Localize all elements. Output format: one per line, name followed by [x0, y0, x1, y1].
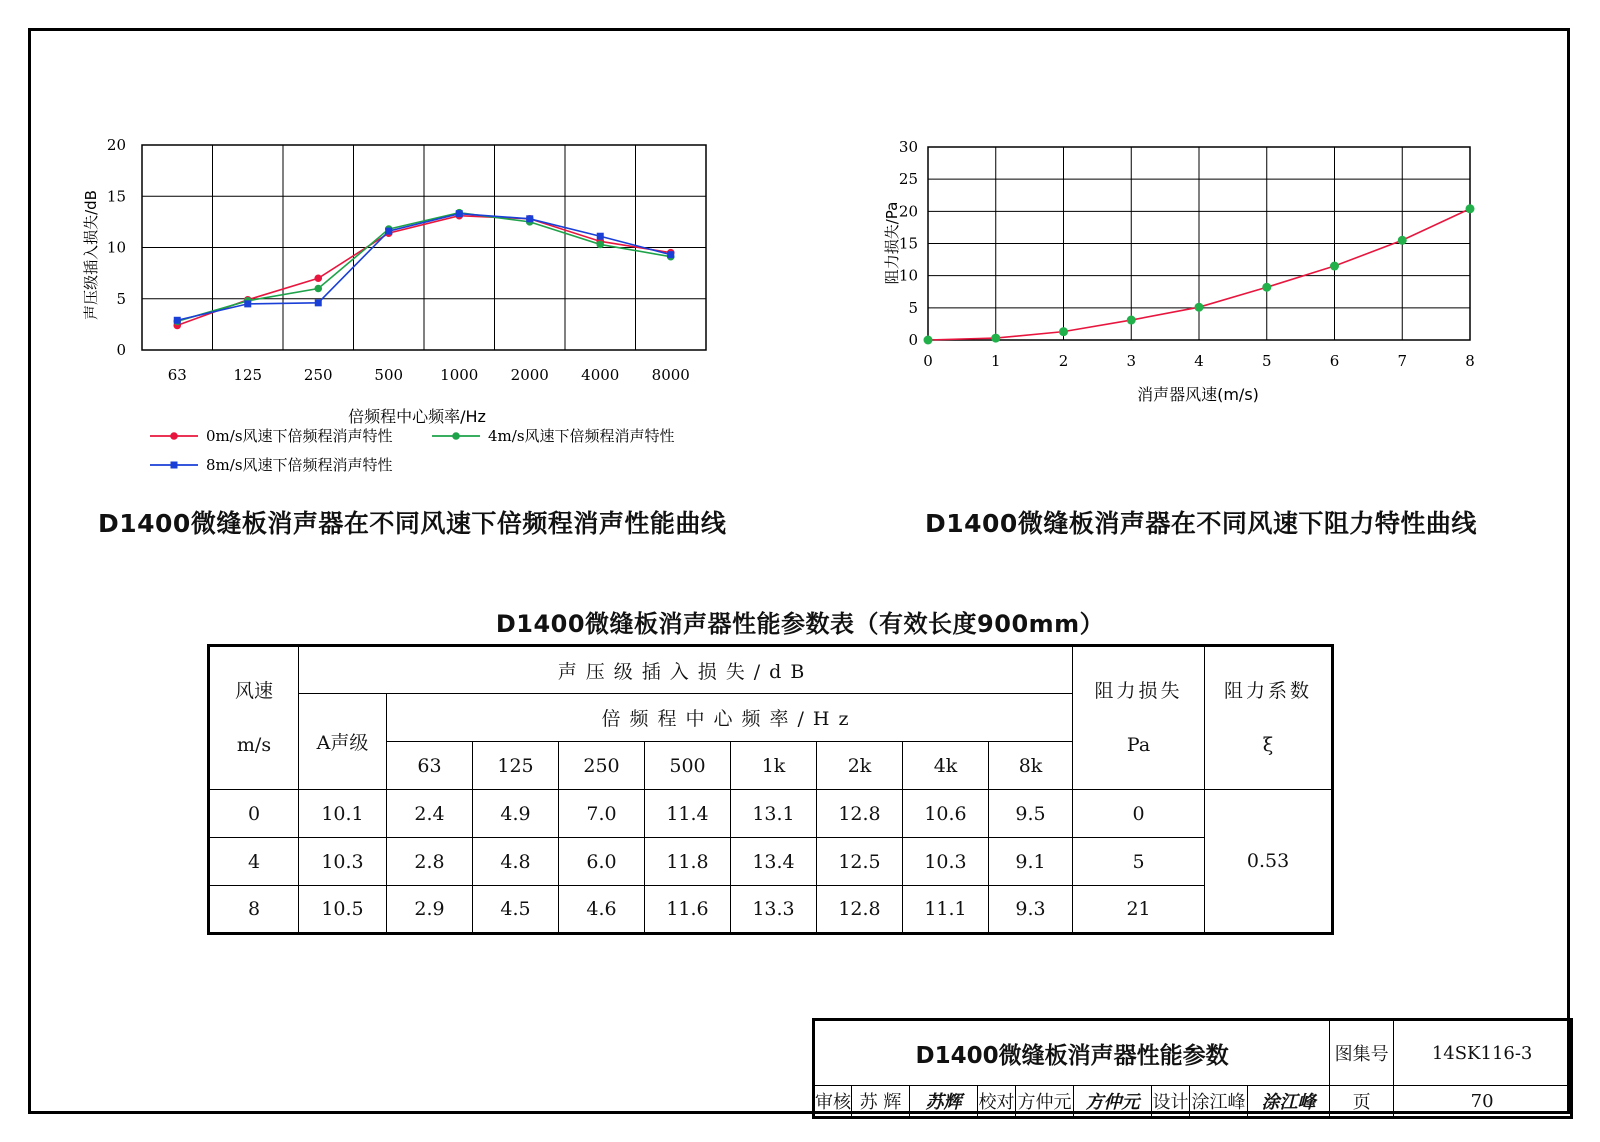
design-label: 设计	[1152, 1086, 1190, 1118]
cell-value: 12.8	[817, 886, 903, 934]
cell-value: 9.1	[989, 838, 1073, 886]
cell-value: 13.4	[731, 838, 817, 886]
drawing-title: D1400微缝板消声器性能参数	[814, 1020, 1330, 1086]
chart1-legend-label: 8m/s风速下倍频程消声特性	[206, 456, 393, 474]
cell-value: 4.6	[559, 886, 645, 934]
header-resistance	[1073, 646, 1205, 790]
chart1-xtick-label: 8000	[651, 366, 690, 384]
chart1-xtick-label: 250	[303, 366, 333, 384]
chart2-xtick-label: 1	[990, 352, 1001, 370]
chart2-point	[1262, 283, 1271, 292]
header-speed	[209, 646, 299, 790]
review-label: 审核	[814, 1086, 852, 1118]
freq-header: 8k	[989, 742, 1073, 790]
header-frequency: 倍频程中心频率/Hz	[387, 694, 1073, 742]
freq-header: 4k	[903, 742, 989, 790]
cell-value: 7.0	[559, 790, 645, 838]
chart1-point	[174, 317, 181, 324]
chart1-point	[597, 233, 604, 240]
table-row	[209, 790, 1333, 838]
resistance-chart	[880, 130, 1530, 420]
chart1-legend-label: 0m/s风速下倍频程消声特性	[206, 427, 393, 445]
chart2-ylabel: 阻力损失/Pa	[883, 201, 901, 285]
chart1-point	[385, 228, 392, 235]
cell-a-level: 10.3	[299, 838, 387, 886]
chart2-xtick-label: 4	[1194, 352, 1204, 370]
freq-header: 1k	[731, 742, 817, 790]
chart1-xtick-label: 500	[374, 366, 404, 384]
chart2-xtick-label: 3	[1126, 352, 1137, 370]
chart2-ytick-label: 30	[898, 138, 918, 156]
chart1-point	[315, 299, 322, 306]
cell-value: 9.5	[989, 790, 1073, 838]
cell-resistance: 21	[1073, 886, 1205, 934]
chart2-caption: D1400微缝板消声器在不同风速下阻力特性曲线	[925, 509, 1477, 538]
cell-value: 12.5	[817, 838, 903, 886]
chart2-ytick-label: 10	[898, 266, 918, 285]
freq-header: 125	[473, 742, 559, 790]
chart1-xtick-label: 1000	[440, 366, 479, 384]
chart1-legend-label: 4m/s风速下倍频程消声特性	[488, 427, 675, 445]
header-resistance-label: 阻力损失	[1094, 680, 1183, 702]
chart1-xtick-label: 125	[233, 366, 263, 384]
chart2-point	[1466, 204, 1475, 213]
chart2-xtick-label: 7	[1397, 352, 1408, 370]
cell-value: 13.1	[731, 790, 817, 838]
chart2-point	[1059, 327, 1068, 336]
chart1-legend-marker	[452, 432, 460, 440]
cell-speed: 0	[209, 790, 299, 838]
chart2-xtick-label: 6	[1329, 352, 1340, 370]
atlas-number: 14SK116-3	[1394, 1020, 1572, 1086]
chart1-ytick-label: 15	[106, 187, 126, 206]
cell-value: 2.9	[387, 886, 473, 934]
cell-a-level: 10.5	[299, 886, 387, 934]
chart2-point	[991, 334, 1000, 343]
chart1-xlabel: 倍频程中心频率/Hz	[348, 407, 486, 426]
table-title: D1400微缝板消声器性能参数表（有效长度900mm）	[495, 610, 1105, 638]
chart2-xtick-label: 2	[1058, 352, 1069, 370]
chart1-ytick-label: 0	[116, 341, 126, 359]
checker-signature: 方仲元	[1074, 1086, 1152, 1118]
cell-speed: 4	[209, 838, 299, 886]
cell-resistance: 0	[1073, 790, 1205, 838]
cell-resistance: 5	[1073, 838, 1205, 886]
designer-signature: 涂江峰	[1248, 1086, 1330, 1118]
chart2-point	[1330, 262, 1339, 271]
chart1-point	[314, 274, 322, 282]
reviewer-signature: 苏辉	[910, 1086, 978, 1118]
header-resistance-unit: Pa	[1126, 734, 1151, 756]
cell-value: 10.3	[903, 838, 989, 886]
freq-header: 250	[559, 742, 645, 790]
header-coef-label: 阻力系数	[1224, 680, 1313, 702]
freq-header: 500	[645, 742, 731, 790]
page-number: 70	[1394, 1086, 1572, 1118]
chart1-legend-marker	[170, 432, 178, 440]
chart2-ytick-label: 25	[898, 170, 918, 189]
title-block	[812, 1018, 1573, 1119]
table-row	[209, 838, 1333, 886]
cell-value: 13.3	[731, 886, 817, 934]
chart2-xtick-label: 8	[1465, 352, 1475, 370]
chart1-xtick-label: 4000	[581, 366, 620, 384]
chart2-ytick-label: 5	[908, 298, 918, 317]
chart1-ytick-label: 5	[116, 289, 126, 308]
chart1-legend	[150, 427, 675, 474]
cell-value: 12.8	[817, 790, 903, 838]
cell-coef: 0.53	[1205, 790, 1333, 934]
header-coef-symbol: ξ	[1262, 734, 1274, 756]
cell-value: 9.3	[989, 886, 1073, 934]
designer-name: 涂江峰	[1190, 1086, 1248, 1118]
cell-value: 11.4	[645, 790, 731, 838]
chart2-point	[1398, 236, 1407, 245]
cell-value: 11.8	[645, 838, 731, 886]
cell-value: 6.0	[559, 838, 645, 886]
header-speed-unit: m/s	[236, 734, 272, 756]
chart1-ytick-label: 10	[106, 238, 126, 257]
header-insertion-loss: 声压级插入损失/dB	[299, 646, 1073, 694]
cell-value: 4.9	[473, 790, 559, 838]
cell-value: 2.4	[387, 790, 473, 838]
chart2-ytick-label: 0	[908, 331, 918, 349]
cell-value: 4.8	[473, 838, 559, 886]
chart1-ytick-label: 20	[106, 136, 126, 154]
cell-value: 2.8	[387, 838, 473, 886]
chart1-point	[667, 251, 674, 258]
cell-value: 4.5	[473, 886, 559, 934]
chart2-point	[924, 336, 933, 345]
chart2-point	[1195, 303, 1204, 312]
chart1-legend-marker	[171, 462, 178, 469]
cell-speed: 8	[209, 886, 299, 934]
chart2-xtick-label: 5	[1261, 352, 1272, 370]
performance-table	[207, 644, 1334, 935]
header-coef	[1205, 646, 1333, 790]
freq-header: 2k	[817, 742, 903, 790]
chart1-point	[314, 285, 322, 293]
header-speed-label: 风速	[234, 680, 273, 702]
chart1-point	[526, 215, 533, 222]
cell-value: 11.6	[645, 886, 731, 934]
atlas-label: 图集号	[1330, 1020, 1394, 1086]
cell-a-level: 10.1	[299, 790, 387, 838]
chart2-ytick-label: 20	[898, 202, 918, 221]
chart1-caption: D1400微缝板消声器在不同风速下倍频程消声性能曲线	[98, 509, 727, 538]
checker-name: 方仲元	[1016, 1086, 1074, 1118]
chart2-xlabel: 消声器风速(m/s)	[1137, 385, 1259, 404]
chart1-point	[596, 241, 604, 249]
table-row	[209, 886, 1333, 934]
chart1-ylabel: 声压级插入损失/dB	[82, 190, 100, 320]
chart1-point	[244, 300, 251, 307]
chart2-xtick-label: 0	[923, 352, 933, 370]
page-label: 页	[1330, 1086, 1394, 1118]
freq-header: 63	[387, 742, 473, 790]
chart2-point	[1127, 316, 1136, 325]
insertion-loss-chart	[70, 130, 750, 490]
check-label: 校对	[978, 1086, 1016, 1118]
chart1-point	[456, 210, 463, 217]
chart2-ytick-label: 15	[898, 234, 918, 253]
header-a-level: A声级	[299, 694, 387, 790]
reviewer-name: 苏 辉	[852, 1086, 910, 1118]
chart1-xtick-label: 2000	[510, 366, 549, 384]
cell-value: 10.6	[903, 790, 989, 838]
cell-value: 11.1	[903, 886, 989, 934]
chart1-xtick-label: 63	[167, 366, 187, 384]
